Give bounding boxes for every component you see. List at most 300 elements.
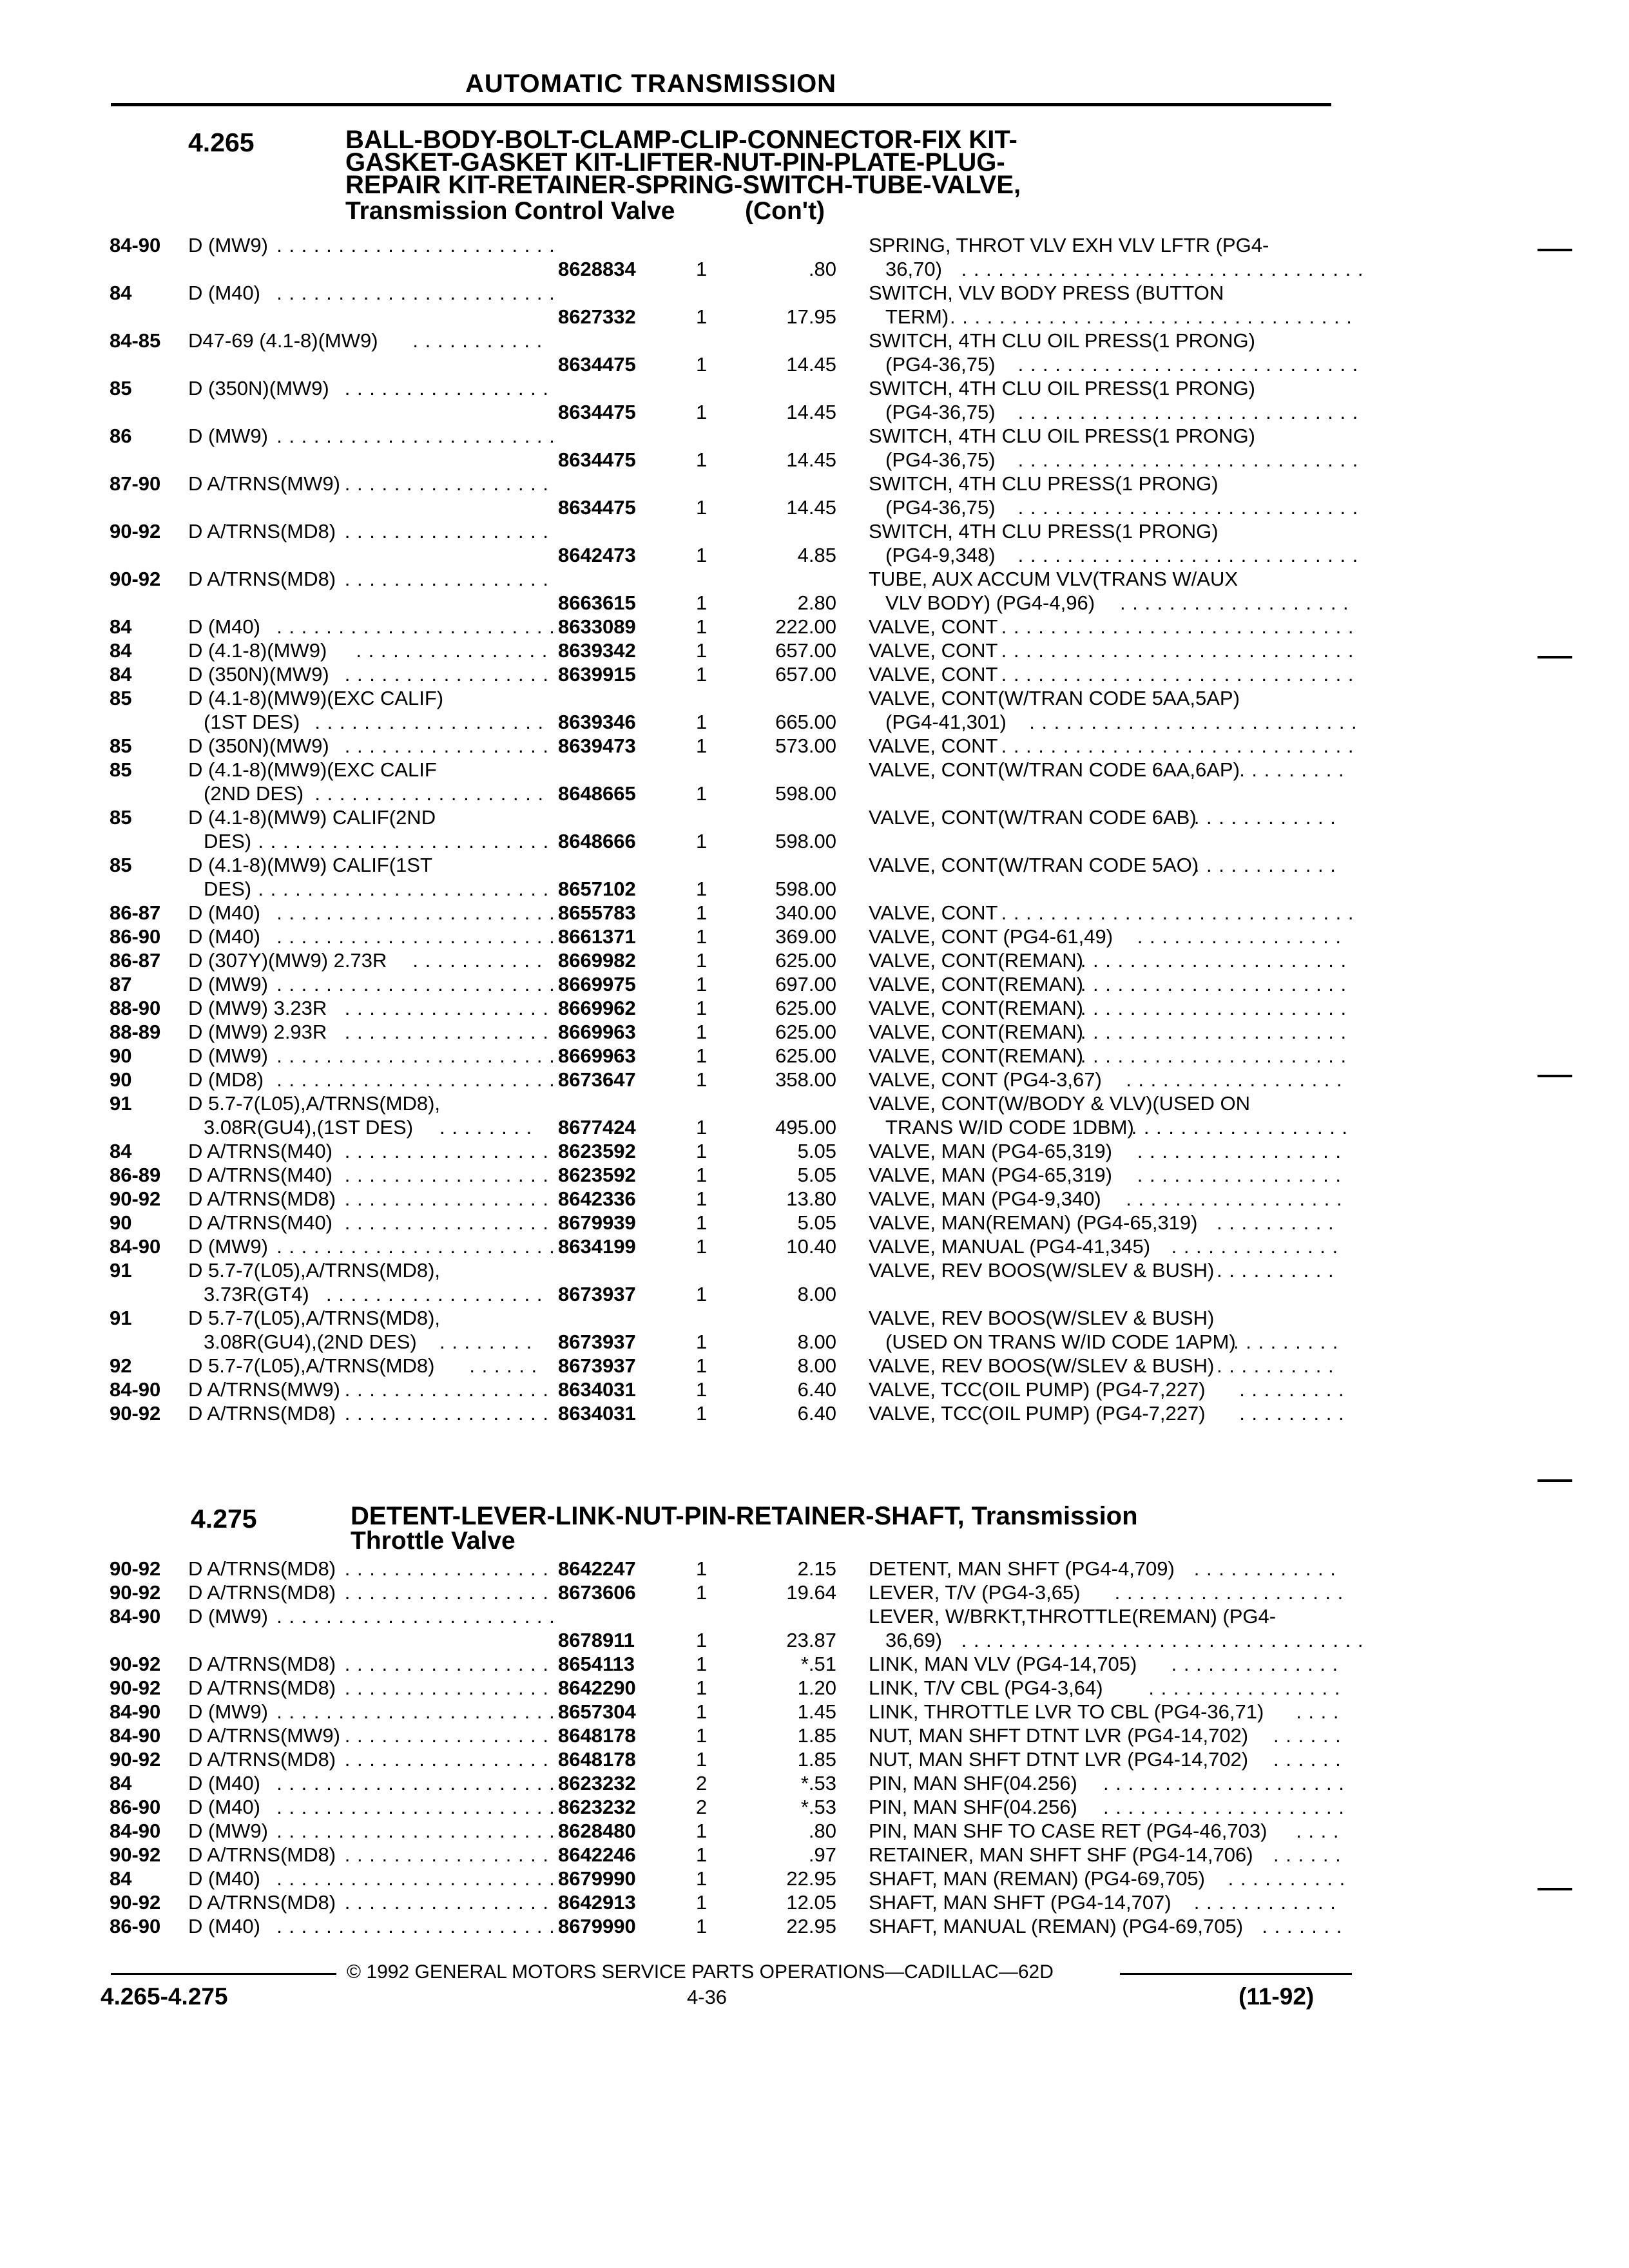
model-leader-dots: . . . . . . . . . . . . . . . . . . . . . . . (276, 1915, 555, 1937)
model-line: D (350N)(MW9) (188, 735, 329, 757)
model-year: 84 (110, 1867, 132, 1890)
model-leader-dots: . . . . . . . . . . . . . . . . . (344, 568, 550, 590)
description-leader-dots: . . . . . . (1273, 1724, 1342, 1747)
description-line: VALVE, MAN(REMAN) (PG4-65,319) (869, 1211, 1198, 1234)
price: 5.05 (797, 1164, 836, 1186)
table-row (0, 424, 1629, 472)
margin-mark (1537, 1479, 1572, 1482)
price: 1.85 (797, 1748, 836, 1771)
model-line: 3.08R(GU4),(2ND DES) (204, 1331, 417, 1353)
model-year: 84 (110, 663, 132, 686)
quantity: 1 (696, 878, 708, 900)
quantity: 1 (696, 1378, 708, 1401)
part-number: 8661371 (558, 925, 636, 948)
part-number: 8669963 (558, 1044, 636, 1067)
model-year: 87-90 (110, 472, 161, 495)
description-line: VALVE, CONT(W/TRAN CODE 5AA,5AP) (869, 687, 1240, 709)
part-number: 8639346 (558, 711, 636, 733)
part-number: 8639915 (558, 663, 636, 686)
price: 10.40 (786, 1235, 836, 1258)
table-row (0, 567, 1629, 615)
model-year: 84 (110, 639, 132, 662)
section-subheading: Transmission Control Valve (345, 197, 675, 225)
model-line: D A/TRNS(M40) (188, 1140, 333, 1162)
table-row (0, 1843, 1629, 1867)
model-leader-dots: . . . . . . . . . . . (412, 329, 543, 352)
model-line: D (M40) (188, 1772, 260, 1794)
model-leader-dots: . . . . . . . . . . . . . . . . . . . . . . . . (258, 830, 550, 852)
model-leader-dots: . . . . . . . . . . . . . . . . . (344, 1402, 550, 1425)
description-leader-dots: . . . . . . . . . . . . . . . . . . . . . . . . . . . . (1017, 401, 1359, 423)
description-line: (PG4-36,75) (885, 353, 996, 376)
table-row (0, 1890, 1629, 1914)
description-line: VALVE, CONT (869, 663, 998, 686)
model-leader-dots: . . . . . . . . . . . . . . . . . . . . . . . (276, 1605, 555, 1628)
table-row (0, 1652, 1629, 1676)
model-line: D (MW9) (188, 1820, 268, 1842)
part-number: 8642913 (558, 1891, 636, 1914)
section-number: 4.275 (191, 1504, 257, 1533)
price: 22.95 (786, 1915, 836, 1937)
description-leader-dots: . . . . . . . . . . (1217, 1211, 1335, 1234)
table-row (0, 996, 1629, 1020)
price: 1.20 (797, 1677, 836, 1699)
model-leader-dots: . . . . . . . . . . . . . . . . . . . . . . . (276, 425, 555, 447)
table-row (0, 1747, 1629, 1771)
model-year: 84-90 (110, 1378, 161, 1401)
model-leader-dots: . . . . . . . . . . . . . . . . . (344, 1653, 550, 1675)
model-year: 85 (110, 758, 132, 781)
table-row (0, 1771, 1629, 1795)
model-year: 85 (110, 377, 132, 399)
part-number: 8679939 (558, 1211, 636, 1234)
quantity: 1 (696, 949, 708, 972)
price: *.53 (800, 1796, 836, 1818)
table-row (0, 472, 1629, 519)
model-leader-dots: . . . . . . . . (439, 1331, 533, 1353)
quantity: 1 (696, 1140, 708, 1162)
part-number: 8679990 (558, 1915, 636, 1937)
model-leader-dots: . . . . . . . . . . . . . . . . . (344, 1557, 550, 1580)
table-row (0, 1187, 1629, 1211)
price: 5.05 (797, 1211, 836, 1234)
table-row (0, 1139, 1629, 1163)
description-line: TERM) (885, 305, 949, 328)
description-line: SWITCH, 4TH CLU OIL PRESS(1 PRONG) (869, 425, 1255, 447)
table-row (0, 972, 1629, 996)
model-line: D (4.1-8)(MW9) CALIF(1ST (188, 854, 432, 876)
quantity: 1 (696, 496, 708, 519)
quantity: 1 (696, 663, 708, 686)
model-line: (1ST DES) (204, 711, 300, 733)
part-number: 8633089 (558, 615, 636, 638)
description-line: TRANS W/ID CODE 1DBM) (885, 1116, 1134, 1139)
model-year: 86-89 (110, 1164, 161, 1186)
model-line: D (4.1-8)(MW9)(EXC CALIF) (188, 687, 444, 709)
price: 358.00 (775, 1068, 836, 1091)
description-line: LEVER, W/BRKT,THROTTLE(REMAN) (PG4- (869, 1605, 1277, 1628)
table-row (0, 1676, 1629, 1700)
price: *.51 (800, 1653, 836, 1675)
model-leader-dots: . . . . . . . . . . . . . . . . . (344, 1677, 550, 1699)
price: 23.87 (786, 1629, 836, 1651)
price: 625.00 (775, 1044, 836, 1067)
model-leader-dots: . . . . . . . . . . . . . . . . . (344, 1211, 550, 1234)
description-line: VALVE, CONT(REMAN) (869, 949, 1083, 972)
model-line: D (MW9) (188, 234, 268, 256)
model-year: 84 (110, 615, 132, 638)
price: 4.85 (797, 544, 836, 566)
description-line: LEVER, T/V (PG4-3,65) (869, 1581, 1081, 1604)
quantity: 1 (696, 1283, 708, 1305)
model-year: 90-92 (110, 1402, 161, 1425)
model-leader-dots: . . . . . . . . . . . . . . . . . . (326, 1283, 543, 1305)
description-leader-dots: . . . . . . . . . . . . . . . . . . . . . . . . . . . . . . . . . (961, 258, 1364, 280)
model-line: D (M40) (188, 925, 260, 948)
model-year: 90-92 (110, 520, 161, 543)
price: *.53 (800, 1772, 836, 1794)
model-line: D (307Y)(MW9) 2.73R (188, 949, 387, 972)
model-leader-dots: . . . . . . . . . . . . . . . . . (344, 1021, 550, 1043)
description-line: VALVE, TCC(OIL PUMP) (PG4-7,227) (869, 1378, 1206, 1401)
description-line: VALVE, CONT(REMAN) (869, 1021, 1083, 1043)
margin-mark (1537, 1075, 1572, 1077)
model-line: D 5.7-7(L05),A/TRNS(MD8), (188, 1259, 441, 1282)
description-line: (PG4-9,348) (885, 544, 996, 566)
description-line: NUT, MAN SHFT DTNT LVR (PG4-14,702) (869, 1724, 1249, 1747)
section-number: 4.265 (188, 128, 255, 157)
part-number: 8679990 (558, 1867, 636, 1890)
description-leader-dots: . . . . . . . . . . . . . . . . . . . . . . . . . . . . . (1001, 735, 1354, 757)
part-number: 8673937 (558, 1283, 636, 1305)
description-line: SPRING, THROT VLV EXH VLV LFTR (PG4- (869, 234, 1269, 256)
part-number: 8657102 (558, 878, 636, 900)
price: 665.00 (775, 711, 836, 733)
model-year: 90-92 (110, 1557, 161, 1580)
model-line: DES) (204, 878, 252, 900)
quantity: 2 (696, 1772, 708, 1794)
description-line: DETENT, MAN SHFT (PG4-4,709) (869, 1557, 1175, 1580)
price: 6.40 (797, 1402, 836, 1425)
model-line: D 5.7-7(L05),A/TRNS(MD8), (188, 1307, 441, 1329)
description-leader-dots: . . . . . . . . . . . . . . . . . . . . . . . . . . . . . (1001, 639, 1354, 662)
price: 598.00 (775, 782, 836, 805)
quantity: 1 (696, 448, 708, 471)
description-leader-dots: . . . . . . . . . . (1228, 1867, 1346, 1890)
description-leader-dots: . . . . . . . . . . . . . . . . . . (1126, 1187, 1343, 1210)
model-year: 84 (110, 1772, 132, 1794)
part-number: 8642246 (558, 1843, 636, 1866)
description-leader-dots: . . . . . . . . . (1239, 1378, 1345, 1401)
description-line: VALVE, TCC(OIL PUMP) (PG4-7,227) (869, 1402, 1206, 1425)
model-year: 84-90 (110, 1235, 161, 1258)
part-number: 8648665 (558, 782, 636, 805)
quantity: 1 (696, 1700, 708, 1723)
part-number: 8663615 (558, 591, 636, 614)
description-leader-dots: . . . . . . . . . . . . . . . . . . . . . . . . . . . . . . . . . (950, 305, 1353, 328)
description-line: VALVE, REV BOOS(W/SLEV & BUSH) (869, 1307, 1215, 1329)
model-line: D A/TRNS(MD8) (188, 1187, 336, 1210)
model-leader-dots: . . . . . . . . . . . . . . . . . . . . . . . (276, 1820, 555, 1842)
section-heading: DETENT-LEVER-LINK-NUT-PIN-RETAINER-SHAFT, Transmission (351, 1502, 1138, 1530)
model-line: D A/TRNS(MD8) (188, 1402, 336, 1425)
model-year: 88-90 (110, 997, 161, 1019)
table-row (0, 1795, 1629, 1819)
quantity: 1 (696, 711, 708, 733)
model-line: (2ND DES) (204, 782, 304, 805)
description-line: (PG4-36,75) (885, 496, 996, 519)
model-line: D (MW9) (188, 425, 268, 447)
description-line: VALVE, CONT(W/TRAN CODE 5AO) (869, 854, 1199, 876)
description-line: (PG4-36,75) (885, 448, 996, 471)
quantity: 1 (696, 1915, 708, 1937)
description-leader-dots: . . . . . . . . . . (1217, 1354, 1335, 1377)
model-line: D (4.1-8)(MW9) (188, 639, 327, 662)
description-leader-dots: . . . . . . . . . . . . . . . . . . (1126, 1068, 1343, 1091)
description-line: VALVE, CONT(REMAN) (869, 1044, 1083, 1067)
part-number: 8648178 (558, 1748, 636, 1771)
header-rule (111, 103, 1331, 106)
description-leader-dots: . . . . . . . . . . . . . . . . . . . . . . (1080, 949, 1347, 972)
description-leader-dots: . . . . . . . . . . . . . . . . . . . . . . . . . . . . . (1001, 663, 1354, 686)
description-line: VALVE, CONT(W/TRAN CODE 6AA,6AP) (869, 758, 1240, 781)
description-leader-dots: . . . . . . . . . . . . . . (1171, 1235, 1339, 1258)
model-leader-dots: . . . . . . . . . . . . . . . . . . . . . . . (276, 1044, 555, 1067)
part-number: 8673647 (558, 1068, 636, 1091)
description-leader-dots: . . . . . . . . . . . . . . . . . (1137, 925, 1342, 948)
description-line: VALVE, MAN (PG4-9,340) (869, 1187, 1101, 1210)
model-year: 90-92 (110, 568, 161, 590)
description-line: LINK, THROTTLE LVR TO CBL (PG4-36,71) (869, 1700, 1264, 1723)
table-row (0, 901, 1629, 925)
table-row (0, 1604, 1629, 1652)
price: 22.95 (786, 1867, 836, 1890)
model-line: D (350N)(MW9) (188, 663, 329, 686)
footer-rule-left (111, 1973, 336, 1975)
model-leader-dots: . . . . . . . . . . . . . . . . . (344, 1891, 550, 1914)
description-leader-dots: . . . . . . . . . . . . . . . . . . . . . . . . . . . . (1017, 448, 1359, 471)
model-line: D A/TRNS(MD8) (188, 1653, 336, 1675)
model-year: 90 (110, 1068, 132, 1091)
model-year: 91 (110, 1092, 132, 1115)
description-line: VALVE, CONT(W/TRAN CODE 6AB) (869, 806, 1197, 829)
description-line: (PG4-36,75) (885, 401, 996, 423)
price: 8.00 (797, 1283, 836, 1305)
description-leader-dots: . . . . . . . . . . . . . . . . . . . . (1103, 1796, 1345, 1818)
description-line: SWITCH, 4TH CLU OIL PRESS(1 PRONG) (869, 329, 1255, 352)
price: .97 (808, 1843, 836, 1866)
model-line: D (MW9) 2.93R (188, 1021, 327, 1043)
quantity: 1 (696, 1021, 708, 1043)
part-number: 8623592 (558, 1164, 636, 1186)
quantity: 1 (696, 735, 708, 757)
model-year: 85 (110, 854, 132, 876)
quantity: 1 (696, 1748, 708, 1771)
table-row (0, 925, 1629, 948)
page-number: 4-36 (687, 1986, 728, 2008)
price: 598.00 (775, 878, 836, 900)
part-number: 8634031 (558, 1402, 636, 1425)
section-heading-line: REPAIR KIT-RETAINER-SPRING-SWITCH-TUBE-VALVE, (345, 171, 1021, 199)
part-number: 8678911 (558, 1629, 635, 1651)
table-row (0, 662, 1629, 686)
description-leader-dots: . . . . . . . . . . . . . . . . . . . . . . . . . . . (1029, 711, 1358, 733)
description-line: VALVE, MANUAL (PG4-41,345) (869, 1235, 1151, 1258)
description-line: VALVE, REV BOOS(W/SLEV & BUSH) (869, 1354, 1215, 1377)
model-leader-dots: . . . . . . . . . . . . . . . . . . . . . . . (276, 901, 555, 924)
model-year: 90 (110, 1211, 132, 1234)
quantity: 1 (696, 1843, 708, 1866)
model-leader-dots: . . . . . . . . . . . . . . . . . (344, 663, 550, 686)
table-row (0, 1724, 1629, 1747)
part-number: 8648178 (558, 1724, 636, 1747)
model-year: 84-90 (110, 1724, 161, 1747)
margin-mark (1537, 249, 1572, 251)
table-row (0, 615, 1629, 639)
model-leader-dots: . . . . . . . . . . . . . . . . . (344, 1843, 550, 1866)
description-line: SWITCH, 4TH CLU PRESS(1 PRONG) (869, 520, 1219, 543)
model-leader-dots: . . . . . . . . . . . . . . . . . (344, 1164, 550, 1186)
price: 573.00 (775, 735, 836, 757)
price: 340.00 (775, 901, 836, 924)
table-row (0, 639, 1629, 662)
copyright-notice: © 1992 GENERAL MOTORS SERVICE PARTS OPERATIONS—CADILLAC—62D (347, 1961, 1054, 1983)
part-number: 8655783 (558, 901, 636, 924)
table-row (0, 1258, 1629, 1306)
table-row (0, 853, 1629, 901)
table-row (0, 1020, 1629, 1044)
section-subheading: Throttle Valve (351, 1527, 516, 1555)
model-year: 84-85 (110, 329, 161, 352)
table-row (0, 805, 1629, 853)
description-line: VALVE, CONT (869, 901, 998, 924)
quantity: 1 (696, 1867, 708, 1890)
model-year: 90-92 (110, 1677, 161, 1699)
description-line: VALVE, MAN (PG4-65,319) (869, 1140, 1112, 1162)
description-line: LINK, MAN VLV (PG4-14,705) (869, 1653, 1137, 1675)
description-leader-dots: . . . . . . . . . . . . . . . . . . . . . . (1080, 1044, 1347, 1067)
part-number: 8669962 (558, 997, 636, 1019)
model-leader-dots: . . . . . . . . . . . . . . . . . . . . . . . (276, 1700, 555, 1723)
quantity: 1 (696, 973, 708, 995)
model-line: D A/TRNS(MW9) (188, 472, 340, 495)
part-number: 8634475 (558, 401, 636, 423)
description-line: VALVE, CONT(W/BODY & VLV)(USED ON (869, 1092, 1250, 1115)
price: .80 (808, 1820, 836, 1842)
part-number: 8642473 (558, 544, 636, 566)
price: 19.64 (786, 1581, 836, 1604)
model-line: D (MW9) (188, 1700, 268, 1723)
table-row (0, 758, 1629, 805)
model-leader-dots: . . . . . . . . . . . . . . . . . . . . . . . (276, 1068, 555, 1091)
model-line: D A/TRNS(MD8) (188, 1748, 336, 1771)
model-year: 84-90 (110, 1605, 161, 1628)
quantity: 1 (696, 639, 708, 662)
description-line: NUT, MAN SHFT DTNT LVR (PG4-14,702) (869, 1748, 1249, 1771)
price: 625.00 (775, 997, 836, 1019)
part-number: 8673937 (558, 1331, 636, 1353)
quantity: 1 (696, 782, 708, 805)
part-number: 8654113 (558, 1653, 635, 1675)
description-line: VALVE, MAN (PG4-65,319) (869, 1164, 1112, 1186)
model-year: 84-90 (110, 1700, 161, 1723)
part-number: 8634031 (558, 1378, 636, 1401)
model-line: D (MD8) (188, 1068, 264, 1091)
description-line: SWITCH, 4TH CLU OIL PRESS(1 PRONG) (869, 377, 1255, 399)
description-line: LINK, T/V CBL (PG4-3,64) (869, 1677, 1103, 1699)
description-leader-dots: . . . . . . . . . . . . (1193, 806, 1336, 829)
model-leader-dots: . . . . . . . . . . . . . . . . . . . . . . . (276, 234, 555, 256)
price: 495.00 (775, 1116, 836, 1139)
table-row (0, 1211, 1629, 1235)
description-leader-dots: . . . . . . . . . . . . . . . . . . . . . . . . . . . . (1017, 353, 1359, 376)
description-leader-dots: . . . . . . . . . . . . . . . . . . . . . . . . . . . . (1017, 544, 1359, 566)
table-row (0, 1163, 1629, 1187)
part-number: 8639342 (558, 639, 636, 662)
description-leader-dots: . . . . . . . . . . . . . . . . (1148, 1677, 1341, 1699)
price: 12.05 (786, 1891, 836, 1914)
description-leader-dots: . . . . . . . . . . . . . . . . . (1137, 1164, 1342, 1186)
footer-rule-right (1120, 1973, 1352, 1975)
quantity: 1 (696, 591, 708, 614)
table-row (0, 519, 1629, 567)
model-line: D (MW9) 3.23R (188, 997, 327, 1019)
table-row (0, 1235, 1629, 1258)
description-line: VALVE, REV BOOS(W/SLEV & BUSH) (869, 1259, 1215, 1282)
table-row (0, 1867, 1629, 1890)
part-number: 8634475 (558, 353, 636, 376)
model-leader-dots: . . . . . . (469, 1354, 538, 1377)
table-row (0, 1819, 1629, 1843)
description-leader-dots: . . . . . . . . . . . . . . . . . . . . . . (1080, 973, 1347, 995)
description-line: PIN, MAN SHF(04.256) (869, 1796, 1077, 1818)
quantity: 1 (696, 401, 708, 423)
price: 222.00 (775, 615, 836, 638)
description-line: 36,70) (885, 258, 942, 280)
model-line: D A/TRNS(MW9) (188, 1724, 340, 1747)
model-line: D A/TRNS(MD8) (188, 1581, 336, 1604)
description-leader-dots: . . . . . . . . . . . . . . . . . . . . . . (1080, 1021, 1347, 1043)
model-line: D A/TRNS(M40) (188, 1164, 333, 1186)
table-row (0, 1354, 1629, 1378)
price: 625.00 (775, 949, 836, 972)
model-year: 84-90 (110, 234, 161, 256)
model-line: D A/TRNS(MD8) (188, 520, 336, 543)
model-line: D (MW9) (188, 1605, 268, 1628)
model-year: 90 (110, 1044, 132, 1067)
model-line: D47-69 (4.1-8)(MW9) (188, 329, 378, 352)
model-line: D (350N)(MW9) (188, 377, 329, 399)
description-line: PIN, MAN SHF(04.256) (869, 1772, 1077, 1794)
price: 2.80 (797, 591, 836, 614)
quantity: 1 (696, 1677, 708, 1699)
model-line: D (M40) (188, 282, 260, 304)
model-year: 91 (110, 1307, 132, 1329)
description-leader-dots: . . . . . . . . . . . . . . . . . . . . (1103, 1772, 1345, 1794)
part-number: 8642247 (558, 1557, 636, 1580)
model-leader-dots: . . . . . . . . . . . . . . . . . (344, 1724, 550, 1747)
model-line: D (M40) (188, 615, 260, 638)
table-row (0, 1068, 1629, 1091)
model-year: 86 (110, 425, 132, 447)
table-row (0, 948, 1629, 972)
model-line: D A/TRNS(MD8) (188, 1891, 336, 1914)
table-row (0, 1044, 1629, 1068)
description-leader-dots: . . . . . . . . . (1239, 758, 1345, 781)
model-leader-dots: . . . . . . . . . . . . . . . . . . . . . . . (276, 973, 555, 995)
model-leader-dots: . . . . . . . . . . . . . . . . . . . . . . . . (258, 878, 550, 900)
model-line: D (M40) (188, 1867, 260, 1890)
